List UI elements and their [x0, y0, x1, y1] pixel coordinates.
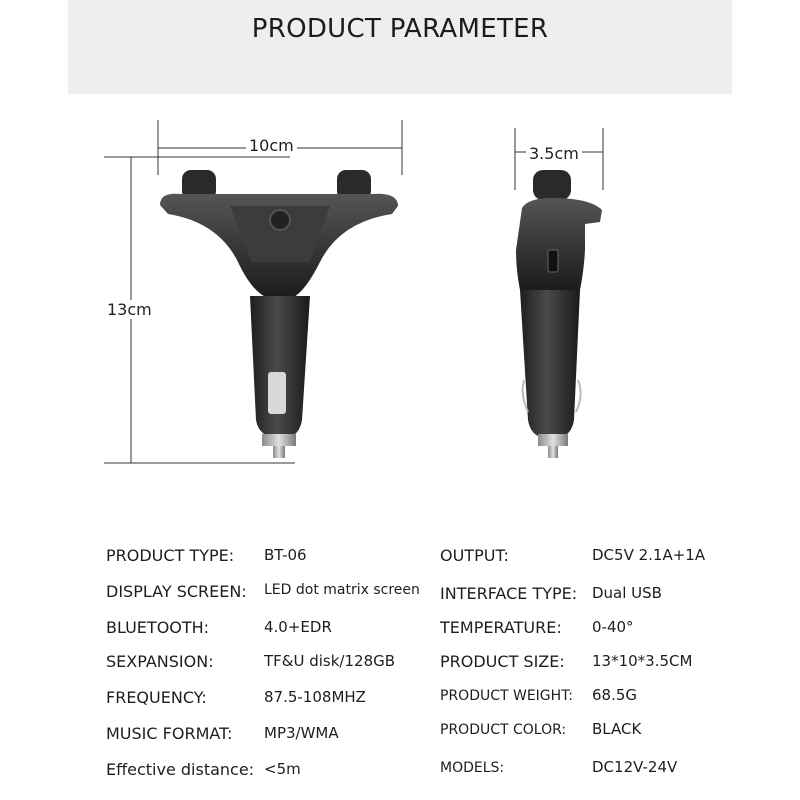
spec-value-product-size: 13*10*3.5CM — [592, 652, 693, 670]
depth-label: 3.5cm — [526, 144, 582, 163]
page-title: PRODUCT PARAMETER — [251, 14, 549, 44]
spec-value-interface-type: Dual USB — [592, 584, 662, 602]
width-label: 10cm — [246, 136, 297, 155]
spec-value-product-type: BT-06 — [264, 546, 307, 564]
spec-value-display-screen: LED dot matrix screen — [264, 582, 420, 598]
header-banner — [68, 0, 732, 94]
spec-label-temperature: TEMPERATURE: — [440, 618, 562, 637]
spec-label-product-type: PRODUCT TYPE: — [106, 546, 235, 565]
spec-value-product-color: BLACK — [592, 720, 642, 738]
spec-value-frequency: 87.5-108MHZ — [264, 688, 366, 706]
device-front-view — [160, 170, 398, 458]
spec-label-effective-distance: Effective distance: — [106, 760, 255, 779]
height-label: 13cm — [104, 300, 155, 319]
side-knob — [533, 170, 571, 200]
spec-value-models: DC12V-24V — [592, 758, 678, 776]
spec-label-display-screen: DISPLAY SCREEN: — [106, 582, 247, 601]
spec-label-frequency: FREQUENCY: — [106, 688, 207, 707]
spec-label-product-color: PRODUCT COLOR: — [440, 722, 567, 738]
spec-label-expansion: SEXPANSION: — [106, 652, 214, 671]
spec-label-bluetooth: BLUETOOTH: — [106, 618, 210, 637]
spec-value-expansion: TF&U disk/128GB — [264, 652, 396, 670]
spec-value-effective-distance: <5m — [264, 760, 301, 778]
spec-label-output: OUTPUT: — [440, 546, 509, 565]
spec-value-temperature: 0-40° — [592, 618, 634, 636]
spec-label-interface-type: INTERFACE TYPE: — [440, 584, 578, 603]
spec-value-music-format: MP3/WMA — [264, 724, 339, 742]
spec-label-models: MODELS: — [440, 760, 505, 776]
spec-value-bluetooth: 4.0+EDR — [264, 618, 332, 636]
device-side-view — [516, 170, 602, 458]
spec-label-product-size: PRODUCT SIZE: — [440, 652, 565, 671]
spec-label-music-format: MUSIC FORMAT: — [106, 724, 233, 743]
spec-label-product-weight: PRODUCT WEIGHT: — [440, 688, 573, 704]
spec-value-product-weight: 68.5G — [592, 686, 638, 704]
spec-value-output: DC5V 2.1A+1A — [592, 546, 706, 564]
